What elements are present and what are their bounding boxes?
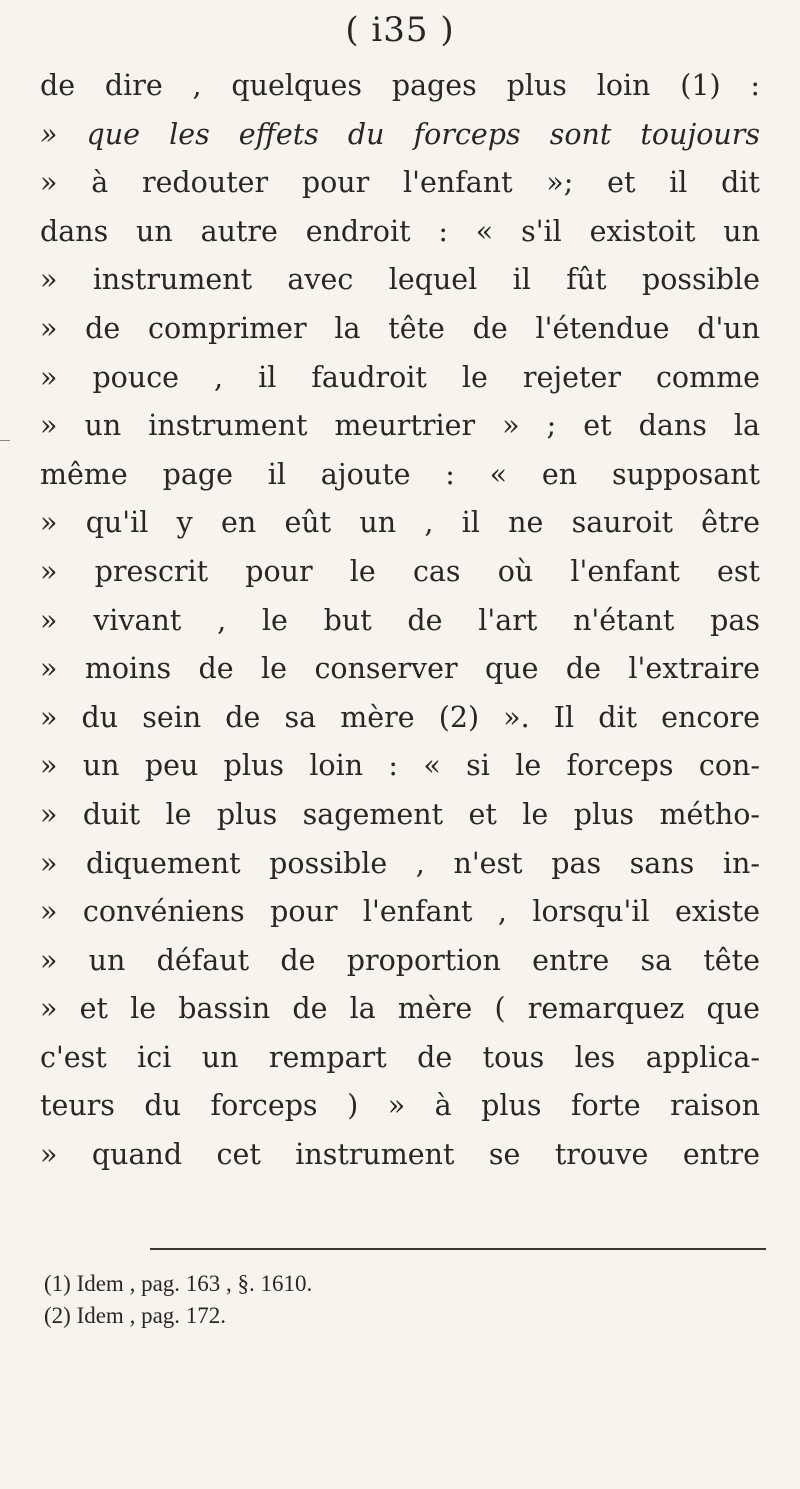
- text-line: » que les effets du forceps sont toujours: [40, 117, 760, 151]
- page-edge-mark: [0, 440, 10, 441]
- page-number: ( i35 ): [345, 10, 455, 50]
- text-line: » moins de le conserver que de l'extraire: [40, 652, 760, 686]
- text-line: de dire , quelques pages plus loin (1) :: [40, 69, 760, 102]
- text-line: » instrument avec lequel il fût possible: [40, 263, 760, 297]
- text-line: même page il ajoute : « en supposant: [40, 457, 760, 491]
- text-line: » à redouter pour l'enfant »; et il dit: [40, 166, 760, 200]
- text-line: » et le bassin de la mère ( remarquez que: [40, 992, 760, 1026]
- footnote-divider: [150, 1248, 766, 1250]
- text-line: » prescrit pour le cas où l'enfant est: [40, 554, 760, 588]
- text-line: » duit le plus sagement et le plus métho-: [40, 797, 760, 831]
- text-line: » pouce , il faudroit le rejeter comme: [40, 360, 760, 394]
- text-line: teurs du forceps ) » à plus forte raison: [40, 1089, 760, 1123]
- text-line: » qu'il y en eût un , il ne sauroit être: [40, 506, 760, 540]
- text-line: » un instrument meurtrier » ; et dans la: [40, 409, 760, 443]
- footnote: (2) Idem , pag. 172.: [44, 1303, 227, 1328]
- text-line: dans un autre endroit : « s'il existoit un: [40, 214, 760, 248]
- text-line: » un défaut de proportion entre sa tête: [40, 943, 760, 977]
- text-line: » diquement possible , n'est pas sans in-: [40, 846, 760, 880]
- text-line: c'est ici un rempart de tous les applica-: [40, 1040, 760, 1074]
- text-line: » de comprimer la tête de l'étendue d'un: [40, 311, 760, 345]
- text-line: » vivant , le but de l'art n'étant pas: [40, 603, 760, 637]
- footnote: (1) Idem , pag. 163 , §. 1610.: [44, 1271, 313, 1296]
- text-line: » convéniens pour l'enfant , lorsqu'il existe: [40, 895, 760, 929]
- footnotes: [44, 1268, 764, 1332]
- text-line: » quand cet instrument se trouve entre: [40, 1138, 760, 1172]
- text-line: » un peu plus loin : « si le forceps con-: [40, 749, 760, 783]
- text-line: » du sein de sa mère (2) ». Il dit encore: [40, 700, 760, 734]
- body-text: [40, 62, 760, 1180]
